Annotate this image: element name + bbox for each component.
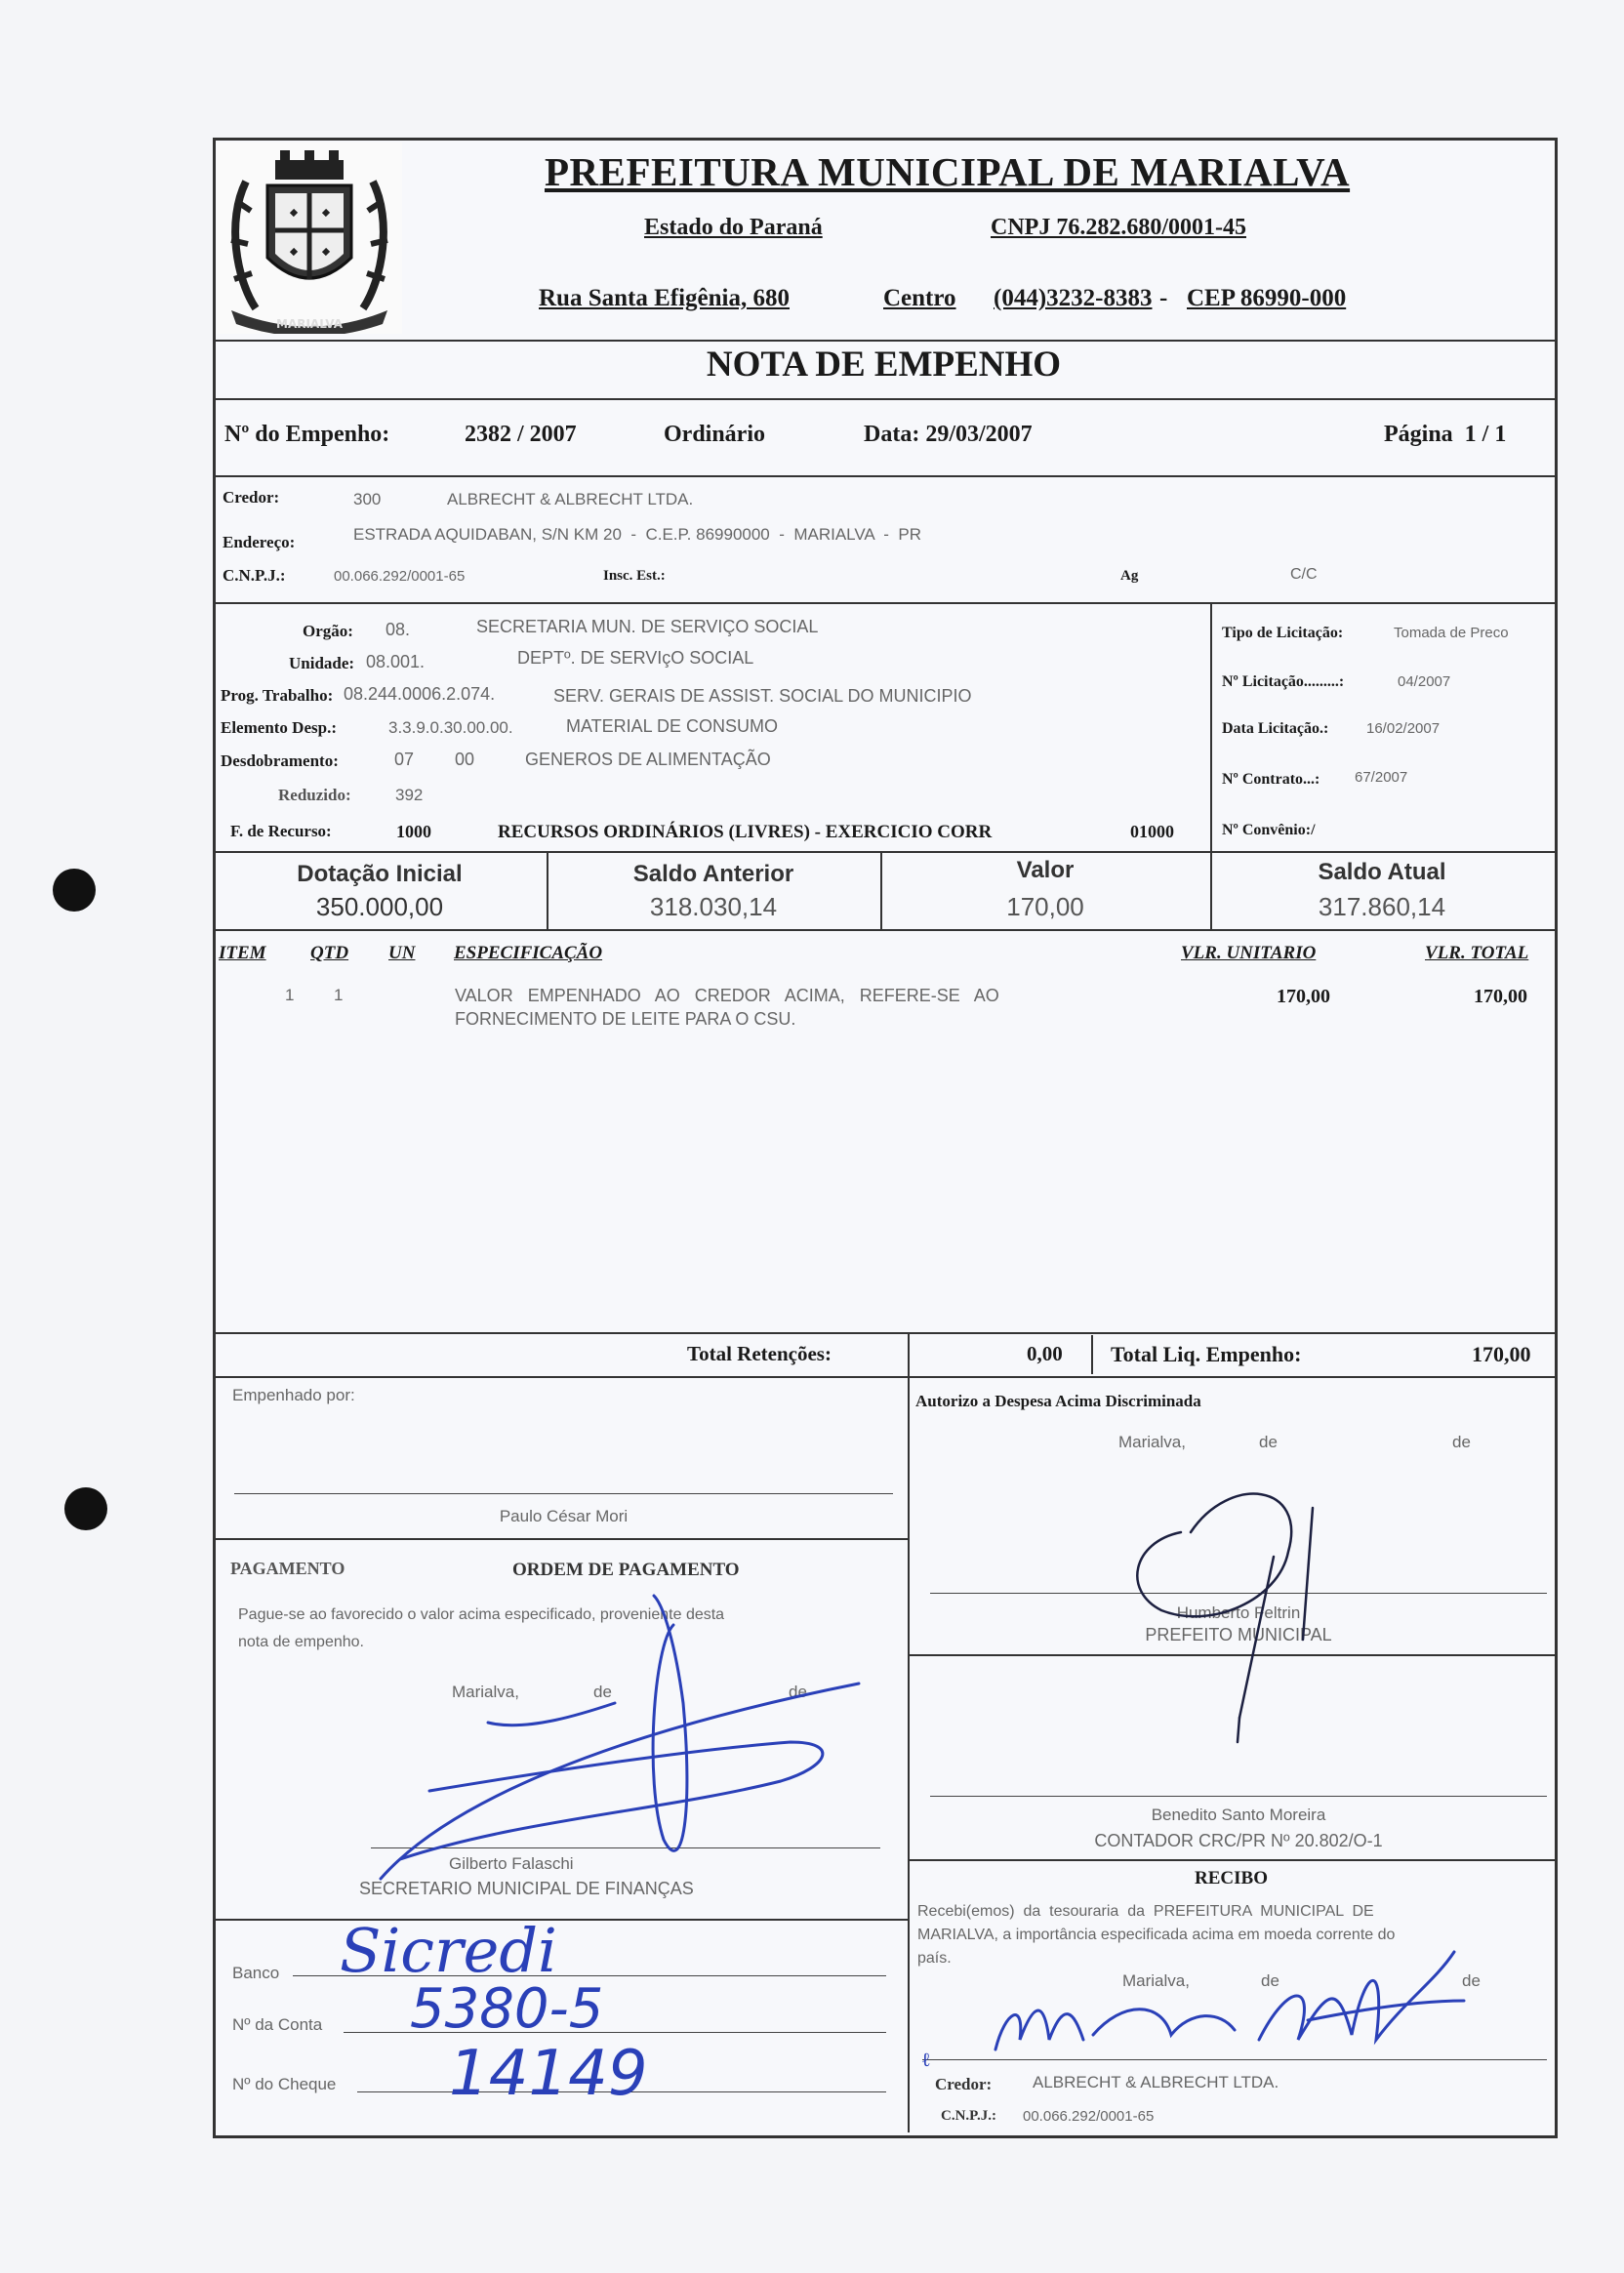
liq-empenho-label: Total Liq. Empenho: xyxy=(1111,1342,1302,1366)
saldo-anterior-value: 318.030,14 xyxy=(649,892,778,921)
header-phone: (044)3232-8383 xyxy=(994,285,1153,311)
recibo-text-line3: país. xyxy=(917,1950,952,1967)
header-title: PREFEITURA MUNICIPAL DE MARIALVA xyxy=(545,149,1351,194)
pagamento-city: Marialva, xyxy=(452,1683,519,1701)
saldo-atual-value: 317.860,14 xyxy=(1318,892,1446,921)
contrato-value: 67/2007 xyxy=(1355,769,1408,786)
convenio-label: Nº Convênio:/ xyxy=(1222,822,1316,838)
tipo-licitacao-label: Tipo de Licitação: xyxy=(1222,625,1344,641)
pagamento-text-line1: Pague-se ao favorecido o valor acima especificado, proveniente desta xyxy=(238,1606,725,1623)
recibo-de2: de xyxy=(1462,1971,1481,1990)
doc-title: NOTA DE EMPENHO xyxy=(706,345,1062,385)
prog-label: Prog. Trabalho: xyxy=(221,686,334,705)
address-label: Endereço: xyxy=(223,533,296,551)
recurso-label: F. de Recurso: xyxy=(230,822,332,840)
ordem-pagamento-title: ORDEM DE PAGAMENTO xyxy=(512,1560,740,1580)
recurso-code: 1000 xyxy=(396,822,431,841)
cheque-label: Nº do Cheque xyxy=(232,2075,337,2093)
pagamento-label: PAGAMENTO xyxy=(230,1559,345,1578)
unidade-code: 08.001. xyxy=(366,652,426,671)
desdobramento-b: 00 xyxy=(455,750,475,769)
secretario-signature xyxy=(371,1586,878,1898)
secretario-role: SECRETARIO MUNICIPAL DE FINANÇAS xyxy=(359,1879,694,1898)
col-qtd: QTD xyxy=(310,943,349,963)
orgao-code: 08. xyxy=(386,620,411,639)
valor-value: 170,00 xyxy=(1006,892,1084,921)
orgao-name: SECRETARIA MUN. DE SERVIÇO SOCIAL xyxy=(476,617,819,636)
item-total-value: 170,00 xyxy=(1474,986,1527,1007)
liq-empenho-value: 170,00 xyxy=(1472,1342,1531,1366)
empenhado-name: Paulo César Mori xyxy=(499,1507,629,1525)
data-licitacao-label: Data Licitação.: xyxy=(1222,720,1329,737)
prog-name: SERV. GERAIS DE ASSIST. SOCIAL DO MUNICIPIO xyxy=(553,686,972,706)
col-un: UN xyxy=(388,943,416,963)
empenho-date: Data: 29/03/2007 xyxy=(864,422,1033,447)
reduzido-label: Reduzido: xyxy=(278,786,351,804)
hand-banco: Sicredi xyxy=(340,1915,557,1986)
num-licitacao-value: 04/2007 xyxy=(1398,673,1451,690)
recibo-text-line1: Recebi(emos) da tesouraria da PREFEITURA MUNICIPAL DE xyxy=(917,1903,1374,1920)
contador-role: CONTADOR CRC/PR Nº 20.802/O-1 xyxy=(1094,1831,1383,1850)
col-item: ITEM xyxy=(219,943,266,963)
credor-name: ALBRECHT & ALBRECHT LTDA. xyxy=(447,490,694,508)
cc-label: C/C xyxy=(1290,566,1318,583)
hand-conta: 5380-5 xyxy=(410,1977,604,2041)
credor-code: 300 xyxy=(353,490,382,508)
header-cnpj: CNPJ 76.282.680/0001-45 xyxy=(991,215,1246,240)
recibo-credor-label: Credor: xyxy=(935,2075,993,2093)
unidade-label: Unidade: xyxy=(289,654,355,672)
empenho-page: Página 1 / 1 xyxy=(1384,422,1507,447)
elemento-code: 3.3.9.0.30.00.00. xyxy=(388,718,513,737)
dotacao-inicial-value: 350.000,00 xyxy=(315,892,444,921)
elemento-name: MATERIAL DE CONSUMO xyxy=(566,716,779,736)
ie-label: Insc. Est.: xyxy=(603,568,666,584)
retencoes-value: 0,00 xyxy=(1027,1342,1063,1365)
prefeito-signature xyxy=(1122,1464,1337,1747)
header-state: Estado do Paraná xyxy=(644,215,823,240)
num-licitacao-label: Nº Licitação.........: xyxy=(1222,673,1345,690)
retencoes-label: Total Retenções: xyxy=(687,1342,832,1365)
autorizo-city: Marialva, xyxy=(1118,1433,1186,1451)
prog-code: 08.244.0006.2.074. xyxy=(344,684,496,704)
coat-of-arms-logo xyxy=(217,142,402,334)
data-licitacao-value: 16/02/2007 xyxy=(1366,720,1441,737)
conta-label: Nº da Conta xyxy=(232,2015,323,2034)
reduzido-value: 392 xyxy=(395,786,424,804)
tipo-licitacao-value: Tomada de Preco xyxy=(1394,625,1509,641)
banco-label: Banco xyxy=(232,1964,280,1982)
recurso-num: 01000 xyxy=(1130,822,1174,841)
contador-name: Benedito Santo Moreira xyxy=(1151,1806,1326,1824)
header-centro: Centro xyxy=(883,285,956,311)
binder-hole-bottom xyxy=(64,1487,107,1530)
desdobramento-name: GENEROS DE ALIMENTAÇÃO xyxy=(525,750,771,769)
recibo-cnpj: 00.066.292/0001-65 xyxy=(1023,2108,1155,2125)
autorizo-de1: de xyxy=(1259,1433,1278,1451)
col-spec: ESPECIFICAÇÃO xyxy=(454,943,603,963)
hand-cheque: 14149 xyxy=(449,2038,648,2110)
empenho-label: Nº do Empenho: xyxy=(224,422,390,447)
header-cep: CEP 86990-000 xyxy=(1187,285,1347,311)
empenhado-label: Empenhado por: xyxy=(232,1386,355,1404)
saldo-atual-label: Saldo Atual xyxy=(1318,859,1446,885)
valor-label: Valor xyxy=(1016,857,1075,883)
col-unit: VLR. UNITARIO xyxy=(1181,943,1317,963)
secretario-name: Gilberto Falaschi xyxy=(449,1854,574,1873)
recibo-de1: de xyxy=(1261,1971,1279,1990)
svg-text:MARIALVA: MARIALVA xyxy=(276,317,343,331)
desdobramento-label: Desdobramento: xyxy=(221,751,339,770)
recibo-signature xyxy=(966,1942,1474,2079)
dotacao-inicial-label: Dotação Inicial xyxy=(297,861,463,887)
elemento-label: Elemento Desp.: xyxy=(221,718,337,737)
item-spec-line2: FORNECIMENTO DE LEITE PARA O CSU. xyxy=(455,1009,796,1029)
credor-label: Credor: xyxy=(223,488,280,507)
recibo-city: Marialva, xyxy=(1122,1971,1190,1990)
autorizo-de2: de xyxy=(1452,1433,1471,1451)
unidade-name: DEPTº. DE SERVIçO SOCIAL xyxy=(517,648,754,668)
recibo-credor: ALBRECHT & ALBRECHT LTDA. xyxy=(1033,2073,1279,2091)
recurso-name: RECURSOS ORDINÁRIOS (LIVRES) - EXERCICIO CORR xyxy=(498,822,993,842)
empenho-type: Ordinário xyxy=(664,422,766,447)
pagamento-de1: de xyxy=(593,1683,612,1701)
autorizo-label: Autorizo a Despesa Acima Discriminada xyxy=(915,1392,1201,1410)
ag-label: Ag xyxy=(1120,568,1139,584)
prefeito-role: PREFEITO MUNICIPAL xyxy=(1145,1625,1332,1644)
binder-hole-top xyxy=(53,869,96,912)
pagamento-de2: de xyxy=(789,1683,807,1701)
cnpj-label: C.N.P.J.: xyxy=(223,566,286,585)
recibo-text-line2: MARIALVA, a importância especificada acima em moeda corrente do xyxy=(917,1927,1396,1943)
credor-cnpj: 00.066.292/0001-65 xyxy=(334,568,466,585)
prefeito-name: Humberto Feltrin xyxy=(1176,1603,1301,1622)
orgao-label: Orgão: xyxy=(303,622,353,640)
recibo-cnpj-label: C.N.P.J.: xyxy=(941,2108,996,2124)
empenho-number: 2382 / 2007 xyxy=(465,422,577,447)
item-spec-line1: VALOR EMPENHADO AO CREDOR ACIMA, REFERE-SE AO xyxy=(455,986,999,1005)
recibo-title: RECIBO xyxy=(1195,1868,1268,1888)
desdobramento-a: 07 xyxy=(394,750,415,769)
saldo-anterior-label: Saldo Anterior xyxy=(632,861,794,887)
contrato-label: Nº Contrato...: xyxy=(1222,771,1320,788)
credor-address: ESTRADA AQUIDABAN, S/N KM 20 - C.E.P. 86990000 - MARIALVA - PR xyxy=(353,525,921,544)
item-qtd: 1 xyxy=(334,986,344,1004)
item-unit-value: 170,00 xyxy=(1277,986,1330,1007)
col-total: VLR. TOTAL xyxy=(1425,943,1529,963)
header-street: Rua Santa Efigênia, 680 xyxy=(539,285,790,311)
pagamento-text-line2: nota de empenho. xyxy=(238,1634,364,1650)
item-number: 1 xyxy=(285,986,295,1004)
